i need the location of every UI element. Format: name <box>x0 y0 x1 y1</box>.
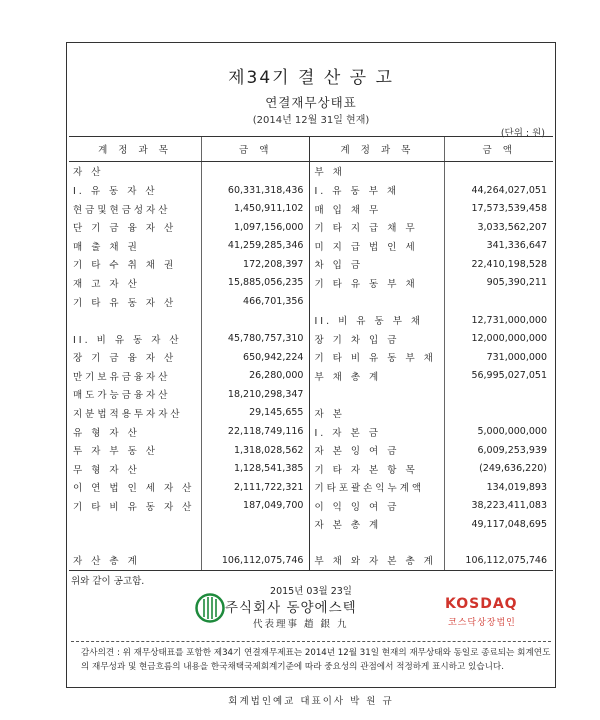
right-item-cell: 부 채 <box>310 162 445 181</box>
table-row <box>69 199 553 218</box>
right-item-cell <box>310 385 445 404</box>
header-right-item: 계 정 과 목 <box>310 137 445 162</box>
divider <box>71 641 551 642</box>
right-amount-cell: 905,390,211 <box>445 274 553 293</box>
right-item-cell <box>310 534 445 551</box>
right-amount-cell: 5,000,000,000 <box>445 422 553 441</box>
table-row <box>69 478 553 497</box>
table-row <box>69 311 553 330</box>
table-row <box>69 551 553 571</box>
left-amount-cell: 2,111,722,321 <box>201 478 310 497</box>
left-item-cell: 무 형 자 산 <box>73 464 140 476</box>
right-item-cell: 기 타 비 유 동 부 채 <box>310 348 445 367</box>
left-amount-cell: 1,097,156,000 <box>201 218 310 237</box>
audit-opinion: 감사의견 : 위 재무상태표를 포함한 제34기 연결재무제표는 2014년 12월 31일 현재의 재무상태와 동일로 종료되는 회계연도의 재무성과 및 현금흐름의 내용을 한국채택국제회계기준에 따라 중요성의 관점에서 적정하게 표시하고 있습니다. <box>81 648 551 672</box>
announce-date: 2015년 03월 23일 <box>270 586 352 597</box>
left-amount-cell: 41,259,285,346 <box>201 236 310 255</box>
right-amount-cell: 3,033,562,207 <box>445 218 553 237</box>
table-body <box>69 162 553 571</box>
balance-sheet-table <box>69 136 553 571</box>
table-row <box>69 255 553 274</box>
table-row <box>69 329 553 348</box>
unit-label: (단위 : 원) <box>500 128 545 139</box>
right-amount-cell: 12,000,000,000 <box>445 329 553 348</box>
right-amount-cell: 17,573,539,458 <box>445 199 553 218</box>
right-item-cell: I. 유 동 부 채 <box>310 181 445 200</box>
right-item-cell: I. 자 본 금 <box>310 422 445 441</box>
header-right-amount: 금 액 <box>445 137 553 162</box>
right-item-cell: II. 비 유 동 부 채 <box>310 311 445 330</box>
kosdaq-listed-label: 코스닥상장법인 <box>448 618 516 628</box>
page-title: 제34기 결 산 공 고 <box>228 68 394 88</box>
left-amount-cell: 1,128,541,385 <box>201 459 310 478</box>
left-item-cell: 자 산 총 계 <box>69 551 201 571</box>
left-amount-cell: 26,280,000 <box>201 367 310 386</box>
table-row <box>69 459 553 478</box>
right-item-cell: 장 기 차 입 금 <box>310 329 445 348</box>
left-item-cell: 매 출 채 권 <box>73 241 140 253</box>
table-row <box>69 404 553 423</box>
left-item-cell: 기 타 유 동 자 산 <box>73 297 177 309</box>
left-amount-cell <box>201 162 310 181</box>
left-item-cell: 기 타 수 취 채 권 <box>73 260 177 272</box>
left-amount-cell: 22,118,749,116 <box>201 422 310 441</box>
announcement-frame <box>66 42 556 707</box>
right-item-cell: 기 타 자 본 항 목 <box>310 459 445 478</box>
company-logo-icon <box>195 591 225 625</box>
statement-date: (2014년 12월 31일 현재) <box>252 115 370 126</box>
right-amount-cell: 341,336,647 <box>445 236 553 255</box>
right-item-cell: 이 익 잉 여 금 <box>310 497 445 516</box>
right-amount-cell: 22,410,198,528 <box>445 255 553 274</box>
statement-title: 연결재무상태표 <box>265 95 357 110</box>
right-amount-cell <box>445 534 553 551</box>
right-item-cell: 자 본 총 계 <box>310 515 445 534</box>
left-item-cell: 매도가능금융자산 <box>73 390 171 402</box>
company-name: 주식회사 동양에스텍 <box>225 600 357 616</box>
right-amount-cell: 106,112,075,746 <box>445 551 553 571</box>
left-item-cell: 기 타 비 유 동 자 산 <box>73 501 195 513</box>
left-item-cell: II. 비 유 동 자 산 <box>73 334 182 346</box>
table-row <box>69 181 553 200</box>
left-amount-cell: 650,942,224 <box>201 348 310 367</box>
right-amount-cell <box>445 385 553 404</box>
right-amount-cell: 49,117,048,695 <box>445 515 553 534</box>
ceo-name: 代表理事 趙 銀 九 <box>253 619 349 630</box>
right-amount-cell: 731,000,000 <box>445 348 553 367</box>
left-amount-cell: 187,049,700 <box>201 497 310 516</box>
left-amount-cell <box>201 311 310 330</box>
auditor-signature: 회계법인예교 대표이사 박 원 규 <box>228 696 394 707</box>
left-item-cell <box>69 534 201 551</box>
left-amount-cell: 29,145,655 <box>201 404 310 423</box>
right-amount-cell: 134,019,893 <box>445 478 553 497</box>
right-item-cell: 기타포괄손익누계액 <box>310 478 445 497</box>
left-amount-cell: 18,210,298,347 <box>201 385 310 404</box>
right-amount-cell: 12,731,000,000 <box>445 311 553 330</box>
right-amount-cell: (249,636,220) <box>445 459 553 478</box>
left-item-cell: 단 기 금 융 자 산 <box>73 223 177 235</box>
right-item-cell: 자 본 잉 여 금 <box>310 441 445 460</box>
table-row <box>69 162 553 181</box>
right-item-cell: 기 타 지 급 채 무 <box>310 218 445 237</box>
right-item-cell <box>310 292 445 311</box>
closing-note: 위와 같이 공고함. <box>71 576 145 587</box>
left-item-cell: 만기보유금융자산 <box>73 371 171 383</box>
table-row <box>69 534 553 551</box>
right-item-cell: 미 지 급 법 인 세 <box>310 236 445 255</box>
left-item-cell: 재 고 자 산 <box>73 278 140 290</box>
left-item-cell: 유 형 자 산 <box>73 427 140 439</box>
left-amount-cell: 60,331,318,436 <box>201 181 310 200</box>
left-item-cell: 자 산 <box>73 167 104 179</box>
right-item-cell: 매 입 채 무 <box>310 199 445 218</box>
left-amount-cell: 1,450,911,102 <box>201 199 310 218</box>
left-item-cell <box>69 515 201 534</box>
left-amount-cell: 466,701,356 <box>201 292 310 311</box>
table-header-row <box>69 137 553 162</box>
left-amount-cell: 106,112,075,746 <box>201 551 310 571</box>
left-item-cell <box>69 311 201 330</box>
table-row <box>69 292 553 311</box>
table-row <box>69 367 553 386</box>
left-amount-cell <box>201 534 310 551</box>
table-row <box>69 236 553 255</box>
right-amount-cell: 44,264,027,051 <box>445 181 553 200</box>
left-item-cell: 이 연 법 인 세 자 산 <box>73 483 195 495</box>
right-amount-cell: 38,223,411,083 <box>445 497 553 516</box>
left-amount-cell: 15,885,056,235 <box>201 274 310 293</box>
right-item-cell: 부 채 총 계 <box>310 367 445 386</box>
table-row <box>69 348 553 367</box>
header-left-amount: 금 액 <box>201 137 310 162</box>
left-amount-cell: 1,318,028,562 <box>201 441 310 460</box>
left-amount-cell <box>201 515 310 534</box>
right-amount-cell: 56,995,027,051 <box>445 367 553 386</box>
table-row <box>69 497 553 516</box>
right-item-cell: 부 채 와 자 본 총 계 <box>310 551 445 571</box>
right-amount-cell <box>445 162 553 181</box>
left-amount-cell: 172,208,397 <box>201 255 310 274</box>
table-row <box>69 515 553 534</box>
right-item-cell: 차 입 금 <box>310 255 445 274</box>
right-item-cell: 자 본 <box>310 404 445 423</box>
table-row <box>69 218 553 237</box>
kosdaq-logo: KOSDAQ <box>445 596 518 612</box>
table-row <box>69 274 553 293</box>
table-row <box>69 441 553 460</box>
left-amount-cell: 45,780,757,310 <box>201 329 310 348</box>
right-amount-cell <box>445 292 553 311</box>
right-item-cell: 기 타 유 동 부 채 <box>310 274 445 293</box>
left-item-cell: 투 자 부 동 산 <box>73 446 158 458</box>
header-left-item: 계 정 과 목 <box>69 137 201 162</box>
table-row <box>69 422 553 441</box>
left-item-cell: I. 유 동 자 산 <box>73 186 158 198</box>
left-item-cell: 장 기 금 융 자 산 <box>73 353 177 365</box>
table-row <box>69 385 553 404</box>
right-amount-cell <box>445 404 553 423</box>
left-item-cell: 지분법적용투자자산 <box>73 408 183 420</box>
right-amount-cell: 6,009,253,939 <box>445 441 553 460</box>
left-item-cell: 현금및현금성자산 <box>73 204 171 216</box>
